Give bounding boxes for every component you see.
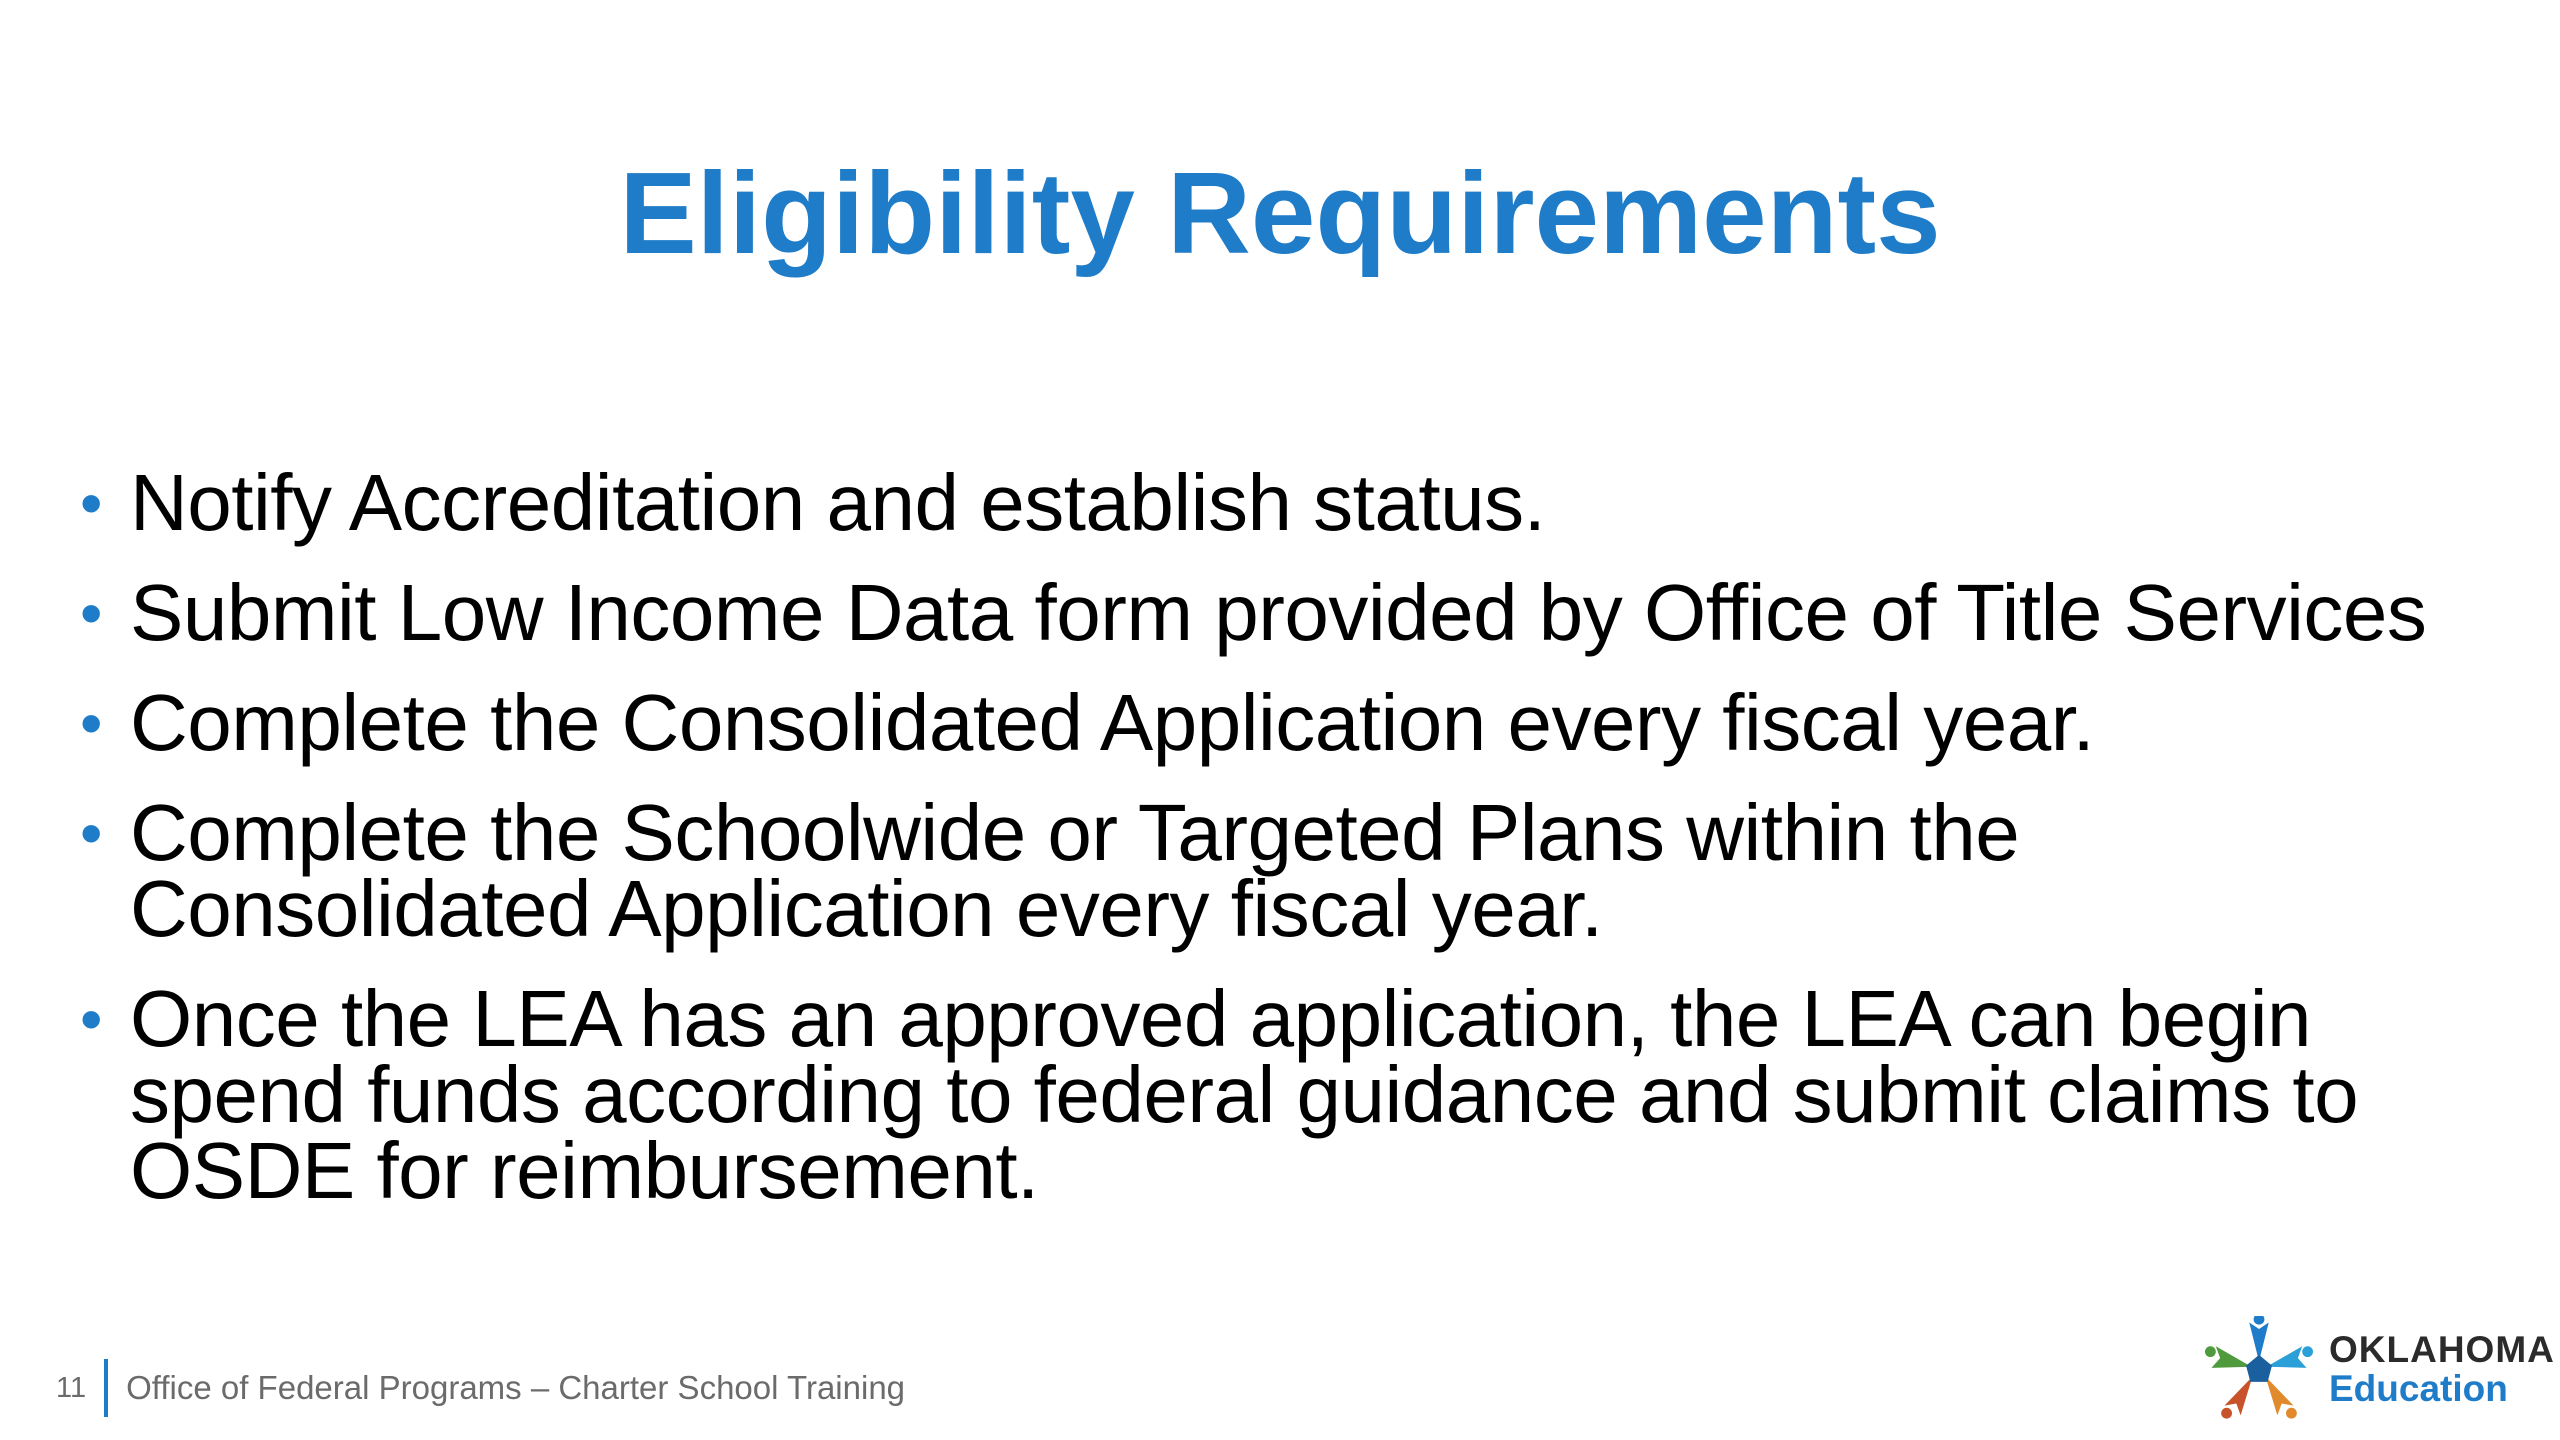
footer [56,1358,905,1418]
bullet-item [80,568,2500,657]
bullet-item [80,678,2500,767]
bullet-text: Complete the Schoolwide or Targeted Plans within the Consolidated Application every fiscal year. [130,788,2020,953]
footer-divider [104,1359,108,1417]
logo-text [2329,1331,2555,1409]
bullet-text: Once the LEA has an approved application, the LEA can begin spend funds according to federal guidance and submit claims to OSDE for reimbursement. [130,974,2359,1215]
bullet-text: Notify Accreditation and establish status. [130,458,1546,547]
bullet-list [80,458,2500,1243]
logo-line-oklahoma: OKLAHOMA [2329,1329,2555,1371]
page-number: 11 [56,1371,87,1404]
bullet-marker: • [80,687,102,759]
footer-text: Office of Federal Programs – Charter School Training [126,1369,906,1406]
bullet-marker: • [80,577,102,649]
logo-line-education: Education [2329,1368,2508,1409]
oklahoma-education-logo [2205,1315,2555,1425]
bullet-text: Complete the Consolidated Application every fiscal year. [130,678,2095,767]
bullet-marker: • [80,983,102,1055]
bullet-text: Submit Low Income Data form provided by Office of Title Services [130,568,2427,657]
bullet-marker: • [80,467,102,539]
bullet-marker: • [80,797,102,869]
oklahoma-education-star-icon [2205,1316,2313,1424]
bullet-item [80,788,2500,953]
bullet-item [80,458,2500,547]
slide-title: Eligibility Requirements [619,148,1941,278]
bullet-item [80,974,2500,1215]
